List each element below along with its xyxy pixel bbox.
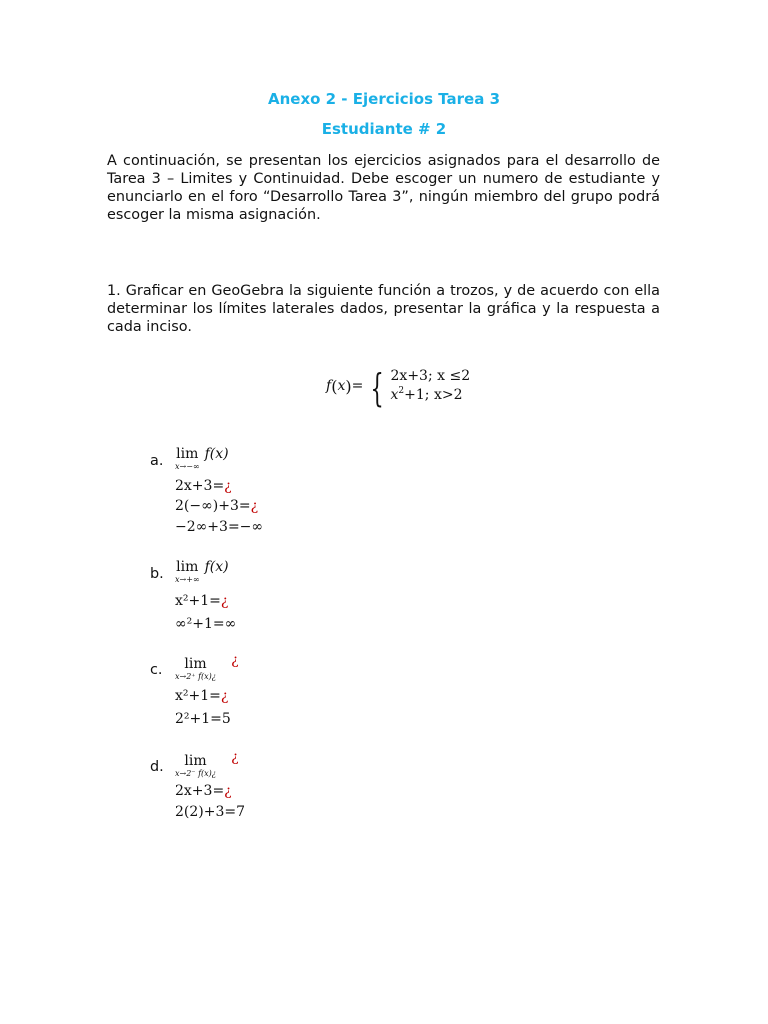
limit-expression: lim x→+∞ f(x) <box>175 559 229 584</box>
item-letter: d. <box>150 759 164 775</box>
item-letter: c. <box>150 662 163 678</box>
step-line: 2(2)+3=7 <box>175 804 246 820</box>
function-case-1: 2x+3; x ≤2 <box>390 368 471 384</box>
limit-expression: lim x→−∞ f(x) <box>175 446 229 471</box>
step-line: 2x+3=¿ <box>175 478 232 494</box>
step-line: x²+1=¿ <box>175 688 229 704</box>
function-equals: = <box>351 378 364 394</box>
intro-paragraph: A continuación, se presentan los ejercicios asignados para el desarrollo de Tarea 3 – Limites y Continuidad. Debe escoger un numero de estudiante y enunciarlo en el foro “Desarrollo Tarea 3”, ningún miembro del grupo podrá escoger la misma asignación. <box>107 153 660 223</box>
item-letter: b. <box>150 566 164 582</box>
document-subtitle: Estudiante # 2 <box>321 120 447 138</box>
left-brace: { <box>370 366 385 410</box>
step-line: x²+1=¿ <box>175 593 229 609</box>
exercise-1-statement: 1. Graficar en GeoGebra la siguiente función a trozos, y de acuerdo con ella determinar los límites laterales dados, presentar la gráfica y la respuesta a cada inciso. <box>107 283 660 335</box>
step-line: 2(−∞)+3=¿ <box>175 498 259 514</box>
function-variable: x <box>337 378 346 394</box>
function-name: f <box>326 378 332 394</box>
step-line: 2²+1=5 <box>175 711 231 727</box>
limit-expression: lim x→2⁻ f(x)¿ ¿ <box>175 749 239 778</box>
step-line: 2x+3=¿ <box>175 783 232 799</box>
function-cases <box>391 367 471 405</box>
limit-expression: lim x→2⁺ f(x)¿ ¿ <box>175 652 239 681</box>
step-line: −2∞+3=−∞ <box>175 519 264 535</box>
item-letter: a. <box>150 453 164 469</box>
document-title: Anexo 2 - Ejercicios Tarea 3 <box>267 90 501 108</box>
piecewise-function: f ( x ) = { 2x+3; x ≤2 $x^2+1$; x>2 <box>326 366 471 410</box>
function-case-2: $x^2+1$; x>2 <box>390 386 463 403</box>
step-line: ∞²+1=∞ <box>175 616 237 632</box>
